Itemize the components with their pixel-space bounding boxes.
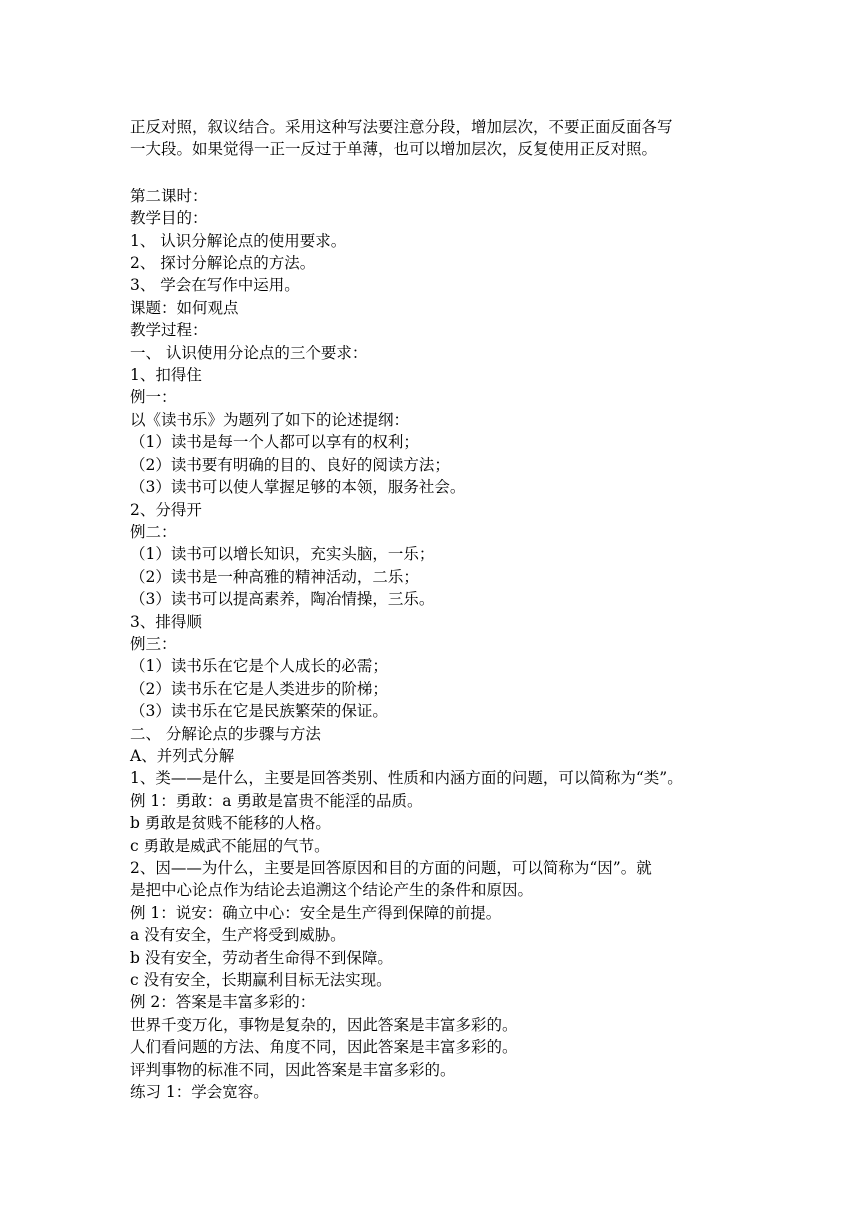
- courage-example-b: b 勇敢是贫贱不能移的人格。: [130, 814, 331, 833]
- answer-example-3: 评判事物的标准不同，因此答案是丰富多彩的。: [130, 1060, 456, 1079]
- cause-method-line-1: 2、因——为什么，主要是回答原因和目的方面的问题，可以简称为“因”。就: [130, 859, 652, 877]
- example-2-item-3: （3）读书可以提高素养，陶冶情操，三乐。: [130, 590, 435, 609]
- example-1-intro: 以《读书乐》为题列了如下的论述提纲：: [130, 410, 410, 429]
- section-one-heading: 一、 认识使用分论点的三个要求：: [130, 343, 368, 362]
- teaching-goal-heading: 教学目的：: [130, 209, 208, 228]
- requirement-3: 3、排得顺: [130, 612, 202, 631]
- courage-example-a: 例 1：勇敢：a 勇敢是富贵不能淫的品质。: [130, 791, 423, 810]
- goal-item-3: 3、 学会在写作中运用。: [130, 276, 300, 295]
- process-heading: 教学过程：: [130, 321, 208, 340]
- example-2-item-2: （2）读书是一种高雅的精神活动，二乐；: [130, 567, 419, 586]
- topic-line: 课题：如何观点: [130, 298, 239, 317]
- example-1-item-1: （1）读书是每一个人都可以享有的权利；: [130, 433, 419, 452]
- goal-item-2: 2、 探讨分解论点的方法。: [130, 254, 316, 273]
- example-label-1: 例一：: [130, 388, 177, 407]
- section-two-heading: 二、 分解论点的步骤与方法: [130, 724, 321, 743]
- requirement-2: 2、分得开: [130, 500, 202, 519]
- safety-example-intro: 例 1：说安：确立中心：安全是生产得到保障的前提。: [130, 903, 502, 922]
- intro-line-1: 正反对照，叙议结合。采用这种写法要注意分段，增加层次，不要正面反面各写: [130, 118, 673, 136]
- goal-item-1: 1、 认识分解论点的使用要求。: [130, 231, 347, 250]
- paragraph-gap: [130, 161, 746, 185]
- intro-line-2: 一大段。如果觉得一正一反过于单薄，也可以增加层次，反复使用正反对照。: [130, 140, 658, 159]
- example-label-3: 例三：: [130, 634, 177, 653]
- answer-example-2: 人们看问题的方法、角度不同，因此答案是丰富多彩的。: [130, 1038, 518, 1057]
- safety-example-b: b 没有安全，劳动者生命得不到保障。: [130, 948, 393, 967]
- example-3-item-2: （2）读书乐在它是人类进步的阶梯；: [130, 679, 388, 698]
- safety-example-a: a 没有安全，生产将受到威胁。: [130, 926, 346, 945]
- example-2-item-1: （1）读书可以增长知识，充实头脑，一乐；: [130, 545, 435, 564]
- example-1-item-3: （3）读书可以使人掌握足够的本领，服务社会。: [130, 478, 466, 497]
- cause-method-line-2: 是把中心论点作为结论去追溯这个结论产生的条件和原因。: [130, 881, 534, 900]
- document-body: [130, 116, 746, 1103]
- example-1-item-2: （2）读书要有明确的目的、良好的阅读方法；: [130, 455, 450, 474]
- requirement-1: 1、扣得住: [130, 366, 202, 385]
- practice-1: 练习 1：学会宽容。: [130, 1083, 269, 1102]
- answer-example-1: 世界千变万化，事物是复杂的，因此答案是丰富多彩的。: [130, 1015, 518, 1034]
- example-label-2: 例二：: [130, 522, 177, 541]
- safety-example-c: c 没有安全，长期赢利目标无法实现。: [130, 971, 392, 990]
- example-3-item-1: （1）读书乐在它是个人成长的必需；: [130, 657, 388, 676]
- example-3-item-3: （3）读书乐在它是民族繁荣的保证。: [130, 702, 388, 721]
- parallel-decomposition-heading: A、并列式分解: [130, 746, 235, 765]
- answer-example-heading: 例 2：答案是丰富多彩的：: [130, 993, 316, 1012]
- category-method: 1、类——是什么，主要是回答类别、性质和内涵方面的问题，可以简称为“类”。: [130, 769, 683, 788]
- courage-example-c: c 勇敢是威武不能屈的气节。: [130, 836, 330, 855]
- lesson-heading: 第二课时：: [130, 186, 208, 205]
